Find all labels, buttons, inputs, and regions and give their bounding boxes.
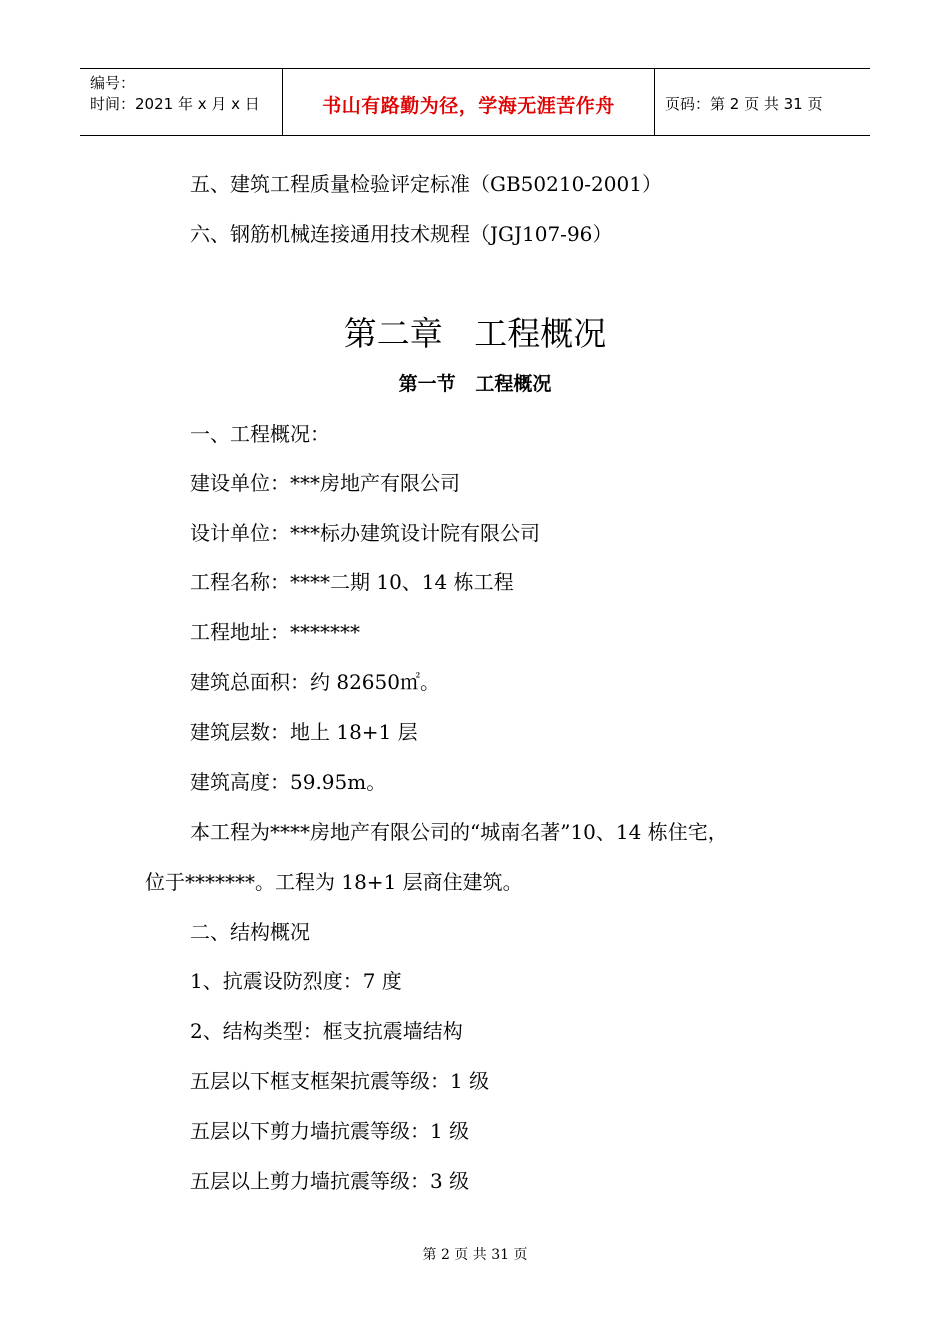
header-page-label: 页码：第 2 页 共 31 页 xyxy=(665,94,823,113)
standard-line-6: 六、钢筋机械连接通用技术规程（JGJ107-96） xyxy=(190,222,613,246)
seismic-intensity: 1、抗震设防烈度：7 度 xyxy=(190,969,402,993)
shear-wall-upper-grade: 五层以上剪力墙抗震等级：3 级 xyxy=(190,1169,470,1193)
design-unit: 设计单位：***标办建筑设计院有限公司 xyxy=(190,521,540,545)
page-footer: 第 2 页 共 31 页 xyxy=(422,1247,528,1263)
project-address: 工程地址：******* xyxy=(190,620,360,644)
document-header xyxy=(80,68,870,136)
structure-heading: 二、结构概况 xyxy=(190,920,310,944)
project-name: 工程名称：****二期 10、14 栋工程 xyxy=(190,570,514,594)
builder-unit: 建设单位：***房地产有限公司 xyxy=(190,471,460,495)
overview-heading: 一、工程概况： xyxy=(190,422,330,446)
header-time-label: 时间：2021 年 x 月 x 日 xyxy=(90,95,260,113)
shear-wall-lower-grade: 五层以下剪力墙抗震等级：1 级 xyxy=(190,1119,470,1143)
section-title: 第一节 工程概况 xyxy=(398,373,552,395)
header-meta xyxy=(80,69,282,135)
project-description: 本工程为****房地产有限公司的“城南名著”10、14 栋住宅， xyxy=(190,820,728,844)
frame-seismic-grade: 五层以下框支框架抗震等级：1 级 xyxy=(190,1069,490,1093)
header-motto: 书山有路勤为径，学海无涯苦作舟 xyxy=(282,69,655,135)
header-number-label: 编号： xyxy=(90,74,136,92)
structure-type: 2、结构类型：框支抗震墙结构 xyxy=(190,1019,463,1043)
project-description-continued: 位于*******。工程为 18+1 层商住建筑。 xyxy=(145,870,523,894)
standard-line-5: 五、建筑工程质量检验评定标准（GB50210-2001） xyxy=(190,172,662,196)
building-height: 建筑高度：59.95m。 xyxy=(190,770,387,794)
total-area: 建筑总面积：约 82650㎡。 xyxy=(190,670,440,694)
chapter-title: 第二章 工程概况 xyxy=(343,314,607,353)
floor-count: 建筑层数：地上 18+1 层 xyxy=(190,720,418,744)
